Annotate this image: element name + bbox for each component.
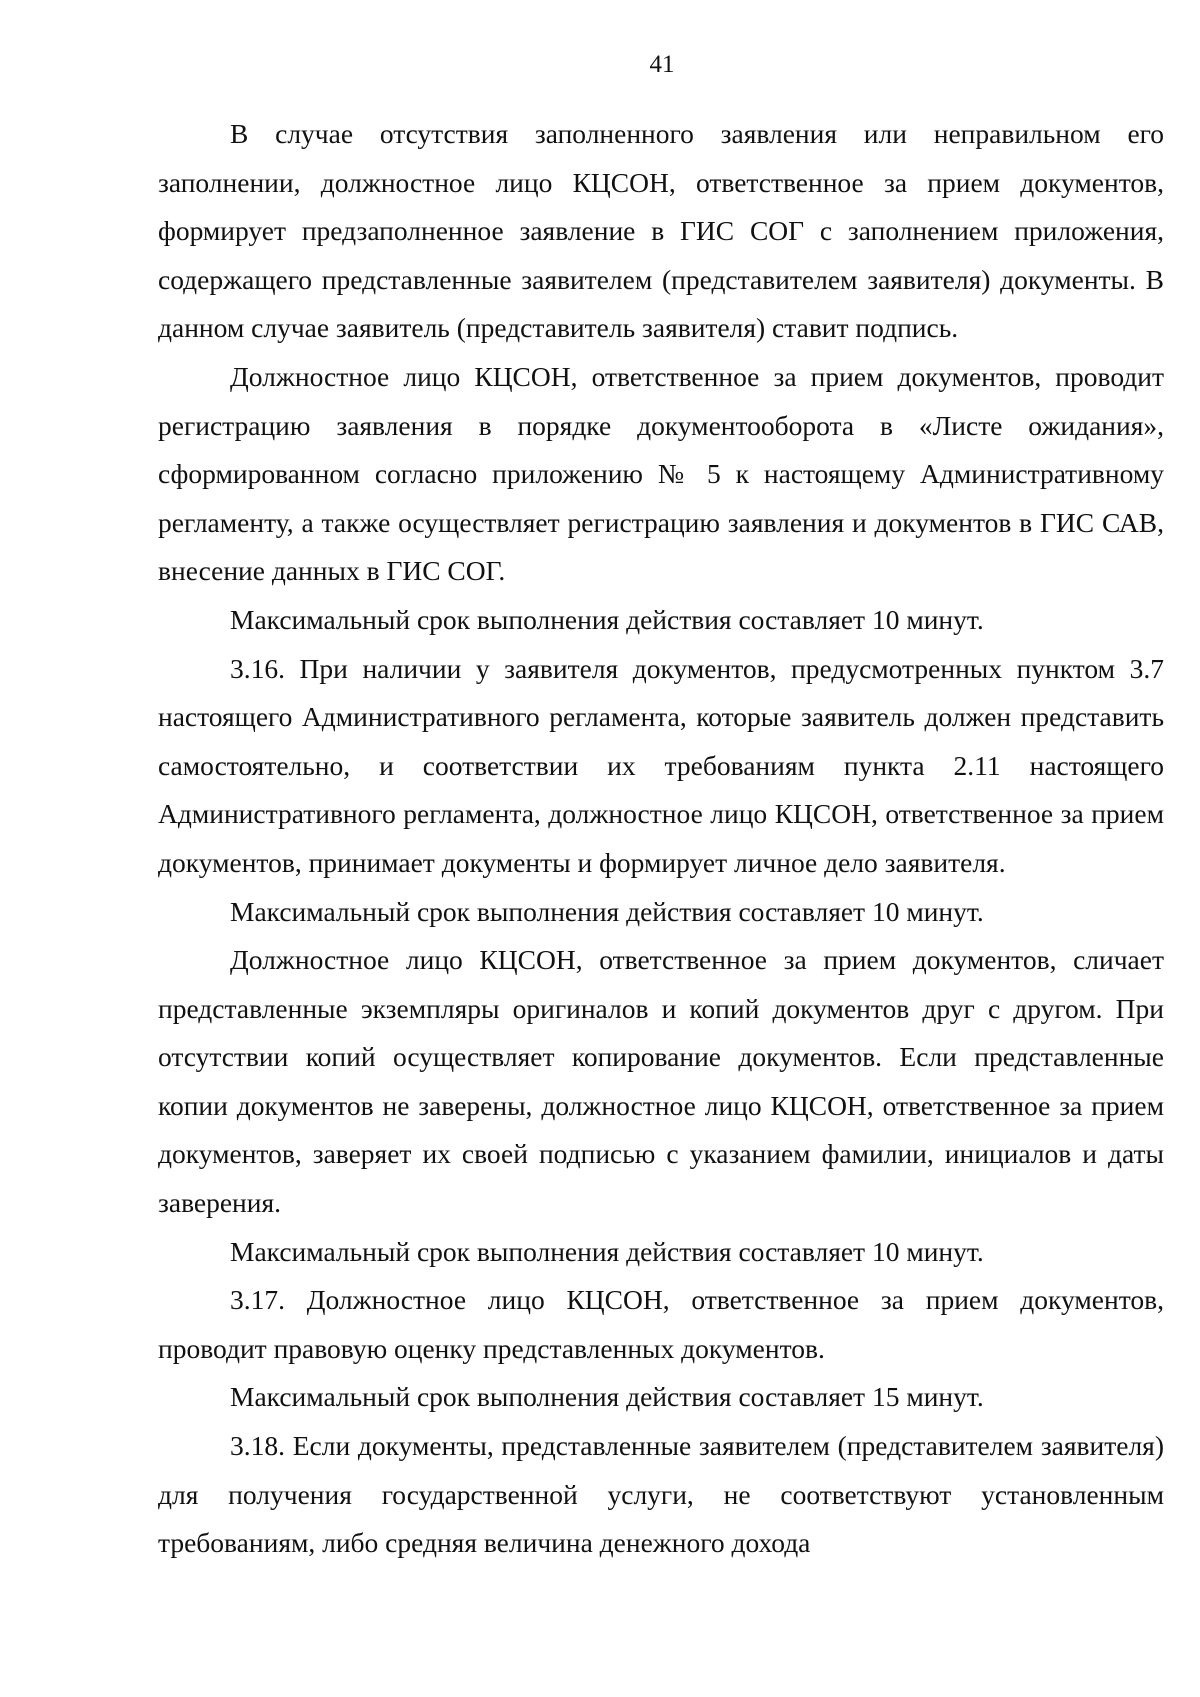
paragraph-max-time-4: Максимальный срок выполнения действия составляет 15 минут. bbox=[230, 1381, 984, 1413]
paragraph-incomplete-application: В случае отсутствия заполненного заявления или неправильном его заполнении, должностное лицо КЦСОН, ответственное за прием документов, формирует предзаполненное заявление в ГИС СОГ с заполнением приложения, содержащего представленные заявителем (представителем заявителя) документы. В данном случае заявитель (представитель заявителя) ставит подпись. bbox=[158, 118, 1164, 344]
paragraph-document-verification: Должностное лицо КЦСОН, ответственное за прием документов, сличает представленные экземпляры оригиналов и копий документов друг с другом. При отсутствии копий осуществляет копирование документов. Если представленные копии документов не заверены, должностное лицо КЦСОН, ответственное за прием документов, заверяет их своей подписью с указанием фамилии, инициалов и даты заверения. bbox=[158, 944, 1164, 1219]
paragraph-3-16: 3.16. При наличии у заявителя документов, предусмотренных пунктом 3.7 настоящего Административного регламента, которые заявитель должен представить самостоятельно, и соответствии их требованиям пункта 2.11 настоящего Административного регламента, должностное лицо КЦСОН, ответственное за прием документов, принимает документы и формирует личное дело заявителя. bbox=[158, 652, 1164, 878]
paragraph-3-18: 3.18. Если документы, представленные заявителем (представителем заявителя) для получения государственной услуги, не соответствуют установленным требованиям, либо средняя величина денежного дохода bbox=[158, 1430, 1164, 1559]
paragraph-max-time-2: Максимальный срок выполнения действия составляет 10 минут. bbox=[230, 895, 984, 927]
paragraph-max-time-1: Максимальный срок выполнения действия составляет 10 минут. bbox=[230, 603, 984, 635]
paragraph-max-time-3: Максимальный срок выполнения действия составляет 10 минут. bbox=[230, 1235, 984, 1267]
page-number: 41 bbox=[649, 51, 675, 78]
paragraph-registration: Должностное лицо КЦСОН, ответственное за прием документов, проводит регистрацию заявления в порядке документооборота в «Листе ожидания», сформированном согласно приложению № 5 к настоящему Административному регламенту, а также осуществляет регистрацию заявления и документов в ГИС САВ, внесение данных в ГИС СОГ. bbox=[158, 360, 1164, 587]
document-body bbox=[158, 110, 1164, 1568]
paragraph-3-17: 3.17. Должностное лицо КЦСОН, ответственное за прием документов, проводит правовую оценку представленных документов. bbox=[158, 1284, 1164, 1364]
